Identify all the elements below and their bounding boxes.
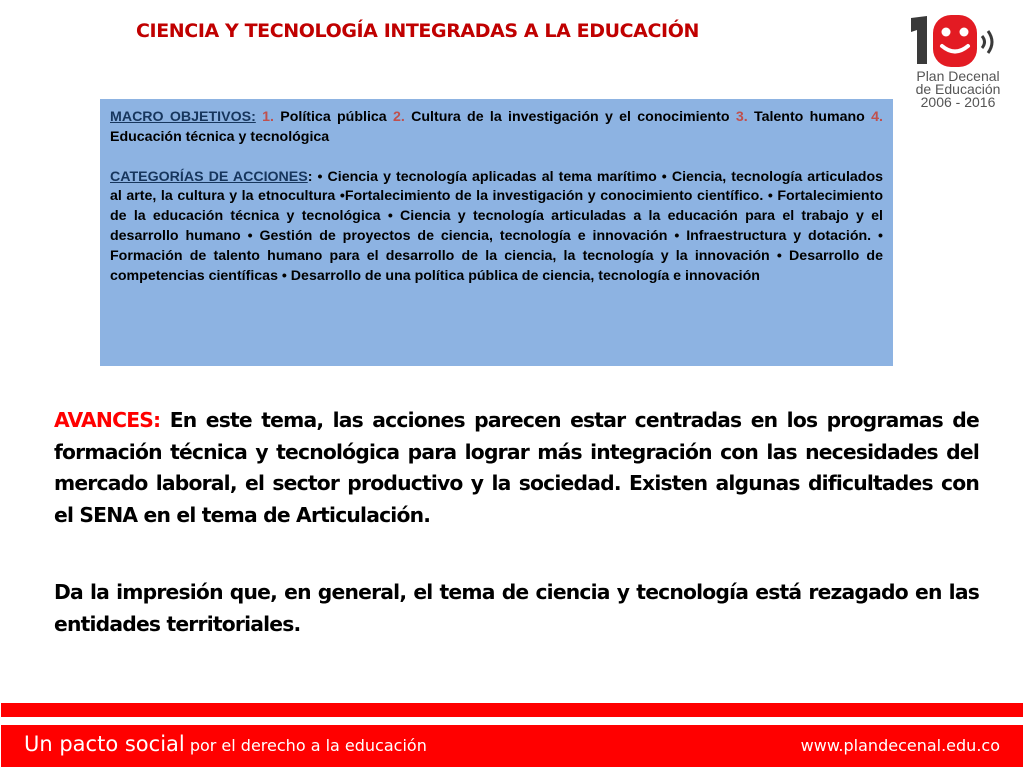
logo-caption xyxy=(900,70,1016,109)
objectives-box xyxy=(100,99,893,366)
avances-text: En este tema, las acciones parecen estar centradas en los programas de formación técnica y tecnológica para lograr más integración con las necesidades del mercado laboral, el sector productivo y la sociedad. Existen algunas dificultades con el SENA en el tema de Articulación. xyxy=(54,408,979,527)
conclusion-paragraph: Da la impresión que, en general, el tema de ciencia y tecnología está rezagado en las entidades territoriales. xyxy=(54,580,979,636)
objective-text-1: Política pública xyxy=(280,109,387,125)
objective-number-1: 1. xyxy=(262,109,274,125)
footer-slogan-sub: por el derecho a la educación xyxy=(184,736,427,755)
logo-one-shape xyxy=(911,16,927,64)
logo-line-3: 2006 - 2016 xyxy=(920,94,996,110)
footer-slogan-main: Un pacto social xyxy=(24,732,185,756)
sound-waves-icon xyxy=(982,31,992,53)
slide-title: CIENCIA Y TECNOLOGÍA INTEGRADAS A LA EDUCACIÓN xyxy=(136,20,699,42)
macro-objectives-paragraph xyxy=(110,108,883,148)
footer-slogan xyxy=(24,732,427,756)
action-categories-paragraph xyxy=(110,168,883,287)
objective-number-2: 2. xyxy=(392,109,405,125)
objective-text-3: Talento humano xyxy=(753,109,865,125)
footer-website-link[interactable]: www.plandecenal.edu.co xyxy=(800,736,1000,755)
macro-objectives-label: MACRO OBJETIVOS: xyxy=(110,109,256,125)
objective-number-3: 3. xyxy=(735,109,748,125)
objective-text-4: Educación técnica y tecnológica xyxy=(110,128,330,145)
body-text xyxy=(54,405,979,641)
avances-label: AVANCES: xyxy=(54,408,161,432)
avances-paragraph xyxy=(54,405,979,531)
objective-number-4: 4. xyxy=(871,109,883,125)
footer-divider-bar xyxy=(0,702,1024,718)
objective-text-2: Cultura de la investigación y el conocimiento xyxy=(411,109,730,125)
logo-face-shape xyxy=(933,15,977,67)
action-categories-label: CATEGORÍAS DE ACCIONES xyxy=(110,168,308,185)
logo-line-2: de Educación xyxy=(915,81,1001,97)
action-categories-text: : • Ciencia y tecnología aplicadas al tema marítimo • Ciencia, tecnología articulados al arte, la cultura y la etnocultura •Fortalecimiento de la investigación y conocimiento científico. • Fortalecimiento de la educación técnica y tecnológica • Ciencia y tecnología articuladas a la educación para el trabajo y el desarrollo humano • Gestión de proyectos de ciencia, tecnología e innovación • Infraestructura y dotación. • Formación de talento humano para el desarrollo de la ciencia, la tecnología y la innovación • Desarrollo de competencias científicas • Desarrollo de una política pública de ciencia, tecnología e innovación xyxy=(110,168,883,284)
logo-line-1: Plan Decenal xyxy=(916,68,1000,84)
